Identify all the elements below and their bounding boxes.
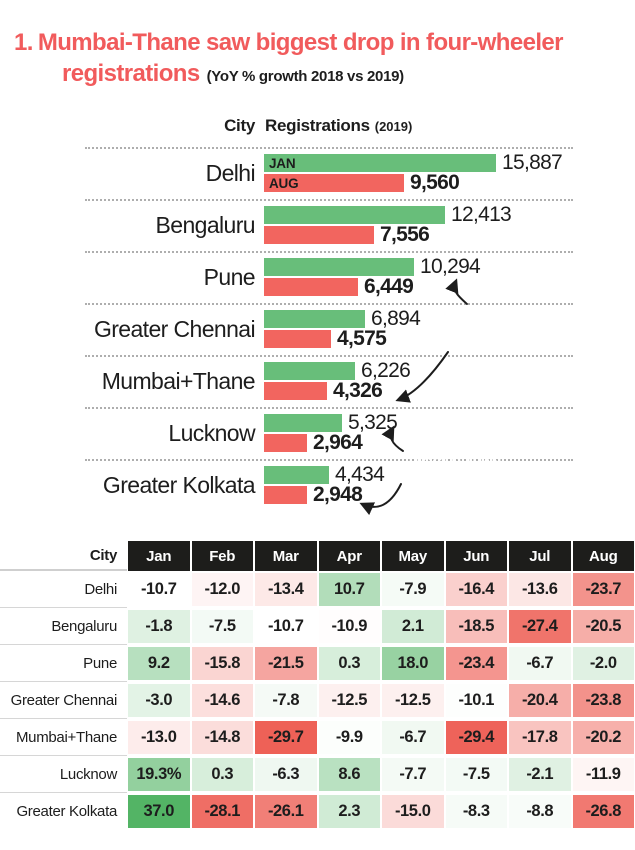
bar-line bbox=[264, 151, 563, 174]
jan-bar bbox=[264, 154, 496, 172]
callout-text: MUMBAI bbox=[467, 359, 523, 374]
heatmap-month-column-header: Jun bbox=[446, 541, 508, 571]
heatmap-value-cell: -10.7 bbox=[128, 573, 190, 606]
jan-bar bbox=[264, 362, 355, 380]
bar-row bbox=[0, 407, 635, 459]
heatmap-value-cell: 2.1 bbox=[382, 610, 444, 643]
heatmap-value-cell: -13.0 bbox=[128, 721, 190, 754]
bar-pair bbox=[264, 464, 384, 506]
bar-value-label: 10,294 bbox=[420, 255, 481, 278]
callout-pune-bigger-than-mumbai bbox=[446, 292, 544, 390]
heatmap-value-cell: -6.3 bbox=[255, 758, 317, 791]
bar-line bbox=[264, 359, 411, 382]
heatmap-row-city-label: Mumbai+Thane bbox=[0, 719, 127, 756]
heatmap-value-cell: 8.6 bbox=[319, 758, 381, 791]
heatmap-month-column-header: May bbox=[382, 541, 444, 571]
heatmap-row bbox=[0, 645, 635, 682]
heatmap-value-cell: -10.7 bbox=[255, 610, 317, 643]
bar-row-city-label: Greater Chennai bbox=[93, 315, 255, 342]
heatmap-value-cell: -26.8 bbox=[573, 795, 635, 828]
bar-line bbox=[264, 275, 480, 298]
heatmap-value-cell: -7.7 bbox=[382, 758, 444, 791]
aug-bar bbox=[264, 434, 307, 452]
heatmap-value-cell: 37.0 bbox=[128, 795, 190, 828]
callout-text: BIGGER THAN bbox=[408, 454, 502, 470]
heatmap-value-cell: -12.0 bbox=[192, 573, 254, 606]
heatmap-value-cell: -7.5 bbox=[446, 758, 508, 791]
callout-text: BIGGER bbox=[468, 325, 522, 340]
bar-series-label: AUG bbox=[269, 175, 299, 191]
bar-line bbox=[264, 463, 385, 486]
bar-row-city-label: Delhi bbox=[205, 159, 255, 186]
registrations-year-label: (2019) bbox=[374, 119, 413, 134]
heatmap-row-city-label: Bengaluru bbox=[0, 608, 127, 645]
callout-text: LUCKNOW bbox=[420, 437, 490, 453]
callout-text: THAN bbox=[476, 342, 514, 357]
bar-value-label: 6,449 bbox=[364, 275, 414, 298]
bar-value-label: 15,887 bbox=[502, 151, 563, 174]
chart-subtitle: (YoY % growth 2018 vs 2019) bbox=[206, 68, 404, 85]
heatmap-value-cell: -28.1 bbox=[192, 795, 254, 828]
bar-value-label: 4,326 bbox=[333, 379, 383, 402]
bar-row-city-label: Pune bbox=[203, 263, 255, 290]
heatmap-row bbox=[0, 682, 635, 719]
heatmap-value-cell: -6.7 bbox=[382, 721, 444, 754]
bar-row bbox=[0, 251, 635, 303]
bar-value-label: 4,434 bbox=[335, 463, 385, 486]
bar-row-city-label: Mumbai+Thane bbox=[101, 367, 255, 394]
aug-bar bbox=[264, 382, 327, 400]
bar-pair bbox=[264, 360, 410, 402]
bar-line bbox=[264, 171, 562, 194]
heatmap-header-row bbox=[0, 541, 635, 571]
bar-pair bbox=[264, 412, 397, 454]
bar-line bbox=[264, 223, 511, 246]
callout-text: KOLKATA bbox=[423, 471, 487, 487]
bar-value-label: 5,325 bbox=[348, 411, 398, 434]
jan-bar bbox=[264, 466, 329, 484]
bar-line bbox=[264, 483, 384, 506]
jan-bar bbox=[264, 310, 365, 328]
heatmap-value-cell: 10.7 bbox=[319, 573, 381, 606]
bar-pair bbox=[264, 204, 511, 246]
bar-line bbox=[264, 411, 398, 434]
bar-value-label: 6,226 bbox=[361, 359, 411, 382]
heatmap-value-cell: -14.8 bbox=[192, 721, 254, 754]
heatmap-value-cell: -7.5 bbox=[192, 610, 254, 643]
figure-number: 1. bbox=[14, 29, 33, 56]
bar-chart-column-headers bbox=[0, 116, 635, 138]
heatmap-value-cell: -26.1 bbox=[255, 795, 317, 828]
bar-value-label: 2,964 bbox=[313, 431, 363, 454]
bar-row-city-label: Lucknow bbox=[168, 419, 255, 446]
registrations-column-header: Registrations bbox=[265, 116, 370, 135]
heatmap-value-cell: -7.9 bbox=[382, 573, 444, 606]
heatmap-value-cell: -23.7 bbox=[573, 573, 635, 606]
heatmap-value-cell: 2.3 bbox=[319, 795, 381, 828]
heatmap-value-cell: -10.9 bbox=[319, 610, 381, 643]
heatmap-value-cell: -21.5 bbox=[255, 647, 317, 680]
heatmap-value-cell: -1.8 bbox=[128, 610, 190, 643]
bar-line bbox=[264, 203, 512, 226]
heatmap-row bbox=[0, 756, 635, 793]
heatmap-value-cell: -3.0 bbox=[128, 684, 190, 717]
aug-bar bbox=[264, 486, 307, 504]
heatmap-month-column-header: Jul bbox=[509, 541, 571, 571]
heatmap-value-cell: -16.4 bbox=[446, 573, 508, 606]
heatmap-row bbox=[0, 793, 635, 830]
aug-bar bbox=[264, 278, 358, 296]
title-line-2 bbox=[14, 58, 635, 92]
heatmap-value-cell: -9.9 bbox=[319, 721, 381, 754]
bar-line bbox=[264, 431, 397, 454]
jan-bar bbox=[264, 414, 342, 432]
bar-row bbox=[0, 459, 635, 511]
title-block bbox=[0, 0, 635, 92]
heatmap-row-city-label: Pune bbox=[0, 645, 127, 682]
bar-row bbox=[0, 147, 635, 199]
heatmap-value-cell: 19.3% bbox=[128, 758, 190, 791]
heatmap-value-cell: -20.5 bbox=[573, 610, 635, 643]
heatmap-value-cell: 0.3 bbox=[192, 758, 254, 791]
heatmap-value-cell: -20.2 bbox=[573, 721, 635, 754]
heatmap-value-cell: -23.8 bbox=[573, 684, 635, 717]
heatmap-row-city-label: Delhi bbox=[0, 571, 127, 608]
heatmap-city-column-header: City bbox=[0, 541, 127, 571]
bar-series-label: JAN bbox=[269, 155, 296, 171]
heatmap-month-column-header: Feb bbox=[192, 541, 254, 571]
bar-row bbox=[0, 199, 635, 251]
heatmap-value-cell: 0.3 bbox=[319, 647, 381, 680]
heatmap-value-cell: -13.6 bbox=[509, 573, 571, 606]
heatmap-value-cell: -18.5 bbox=[446, 610, 508, 643]
heatmap-value-cell: -6.7 bbox=[509, 647, 571, 680]
heatmap-value-cell: -29.7 bbox=[255, 721, 317, 754]
heatmap-value-cell: -7.8 bbox=[255, 684, 317, 717]
heatmap-row-city-label: Greater Kolkata bbox=[0, 793, 127, 830]
callout-text: PUNE bbox=[476, 308, 514, 323]
heatmap-value-cell: 9.2 bbox=[128, 647, 190, 680]
heatmap-value-cell: -12.5 bbox=[319, 684, 381, 717]
heatmap-value-cell: -17.8 bbox=[509, 721, 571, 754]
heatmap-value-cell: -15.8 bbox=[192, 647, 254, 680]
bar-line bbox=[264, 379, 410, 402]
heatmap-value-cell: -27.4 bbox=[509, 610, 571, 643]
bar-pair bbox=[264, 308, 420, 350]
aug-bar bbox=[264, 174, 404, 192]
heatmap-value-cell: -12.5 bbox=[382, 684, 444, 717]
heatmap-value-cell: -8.3 bbox=[446, 795, 508, 828]
heatmap-value-cell: -15.0 bbox=[382, 795, 444, 828]
page-title: Mumbai-Thane saw biggest drop in four-wheeler bbox=[37, 29, 563, 56]
yoy-growth-heatmap-table bbox=[0, 541, 635, 830]
page-title-continued: registrations bbox=[62, 60, 200, 87]
heatmap-value-cell: -2.0 bbox=[573, 647, 635, 680]
bar-pair bbox=[264, 152, 562, 194]
jan-bar bbox=[264, 258, 414, 276]
bar-row-city-label: Greater Kolkata bbox=[102, 471, 255, 498]
bar-value-label: 9,560 bbox=[410, 171, 460, 194]
heatmap-value-cell: -11.9 bbox=[573, 758, 635, 791]
bar-value-label: 6,894 bbox=[371, 307, 421, 330]
heatmap-row bbox=[0, 571, 635, 608]
heatmap-month-column-header: Jan bbox=[128, 541, 190, 571]
title-line-1 bbox=[14, 27, 635, 58]
bar-value-label: 4,575 bbox=[337, 327, 387, 350]
heatmap-row bbox=[0, 608, 635, 645]
heatmap-row bbox=[0, 719, 635, 756]
city-column-header: City bbox=[224, 116, 255, 135]
heatmap-value-cell: -14.6 bbox=[192, 684, 254, 717]
bar-row-city-label: Bengaluru bbox=[155, 211, 255, 238]
bar-value-label: 7,556 bbox=[380, 223, 430, 246]
bar-line bbox=[264, 327, 420, 350]
bar-value-label: 12,413 bbox=[451, 203, 512, 226]
heatmap-value-cell: -2.1 bbox=[509, 758, 571, 791]
bar-value-label: 2,948 bbox=[313, 483, 363, 506]
heatmap-row-city-label: Greater Chennai bbox=[0, 682, 127, 719]
heatmap-value-cell: -13.4 bbox=[255, 573, 317, 606]
aug-bar bbox=[264, 330, 331, 348]
bar-pair bbox=[264, 256, 480, 298]
bar-line bbox=[264, 255, 481, 278]
heatmap-month-column-header: Apr bbox=[319, 541, 381, 571]
bar-line bbox=[264, 307, 421, 330]
heatmap-value-cell: 18.0 bbox=[382, 647, 444, 680]
heatmap-month-column-header: Aug bbox=[573, 541, 635, 571]
heatmap-month-column-header: Mar bbox=[255, 541, 317, 571]
callout-lucknow-bigger-than-kolkata bbox=[404, 411, 506, 513]
aug-bar bbox=[264, 226, 374, 244]
heatmap-value-cell: -8.8 bbox=[509, 795, 571, 828]
heatmap-value-cell: -23.4 bbox=[446, 647, 508, 680]
heatmap-value-cell: -29.4 bbox=[446, 721, 508, 754]
bar-row bbox=[0, 355, 635, 407]
heatmap-value-cell: -20.4 bbox=[509, 684, 571, 717]
heatmap-value-cell: -10.1 bbox=[446, 684, 508, 717]
jan-bar bbox=[264, 206, 445, 224]
heatmap-row-city-label: Lucknow bbox=[0, 756, 127, 793]
